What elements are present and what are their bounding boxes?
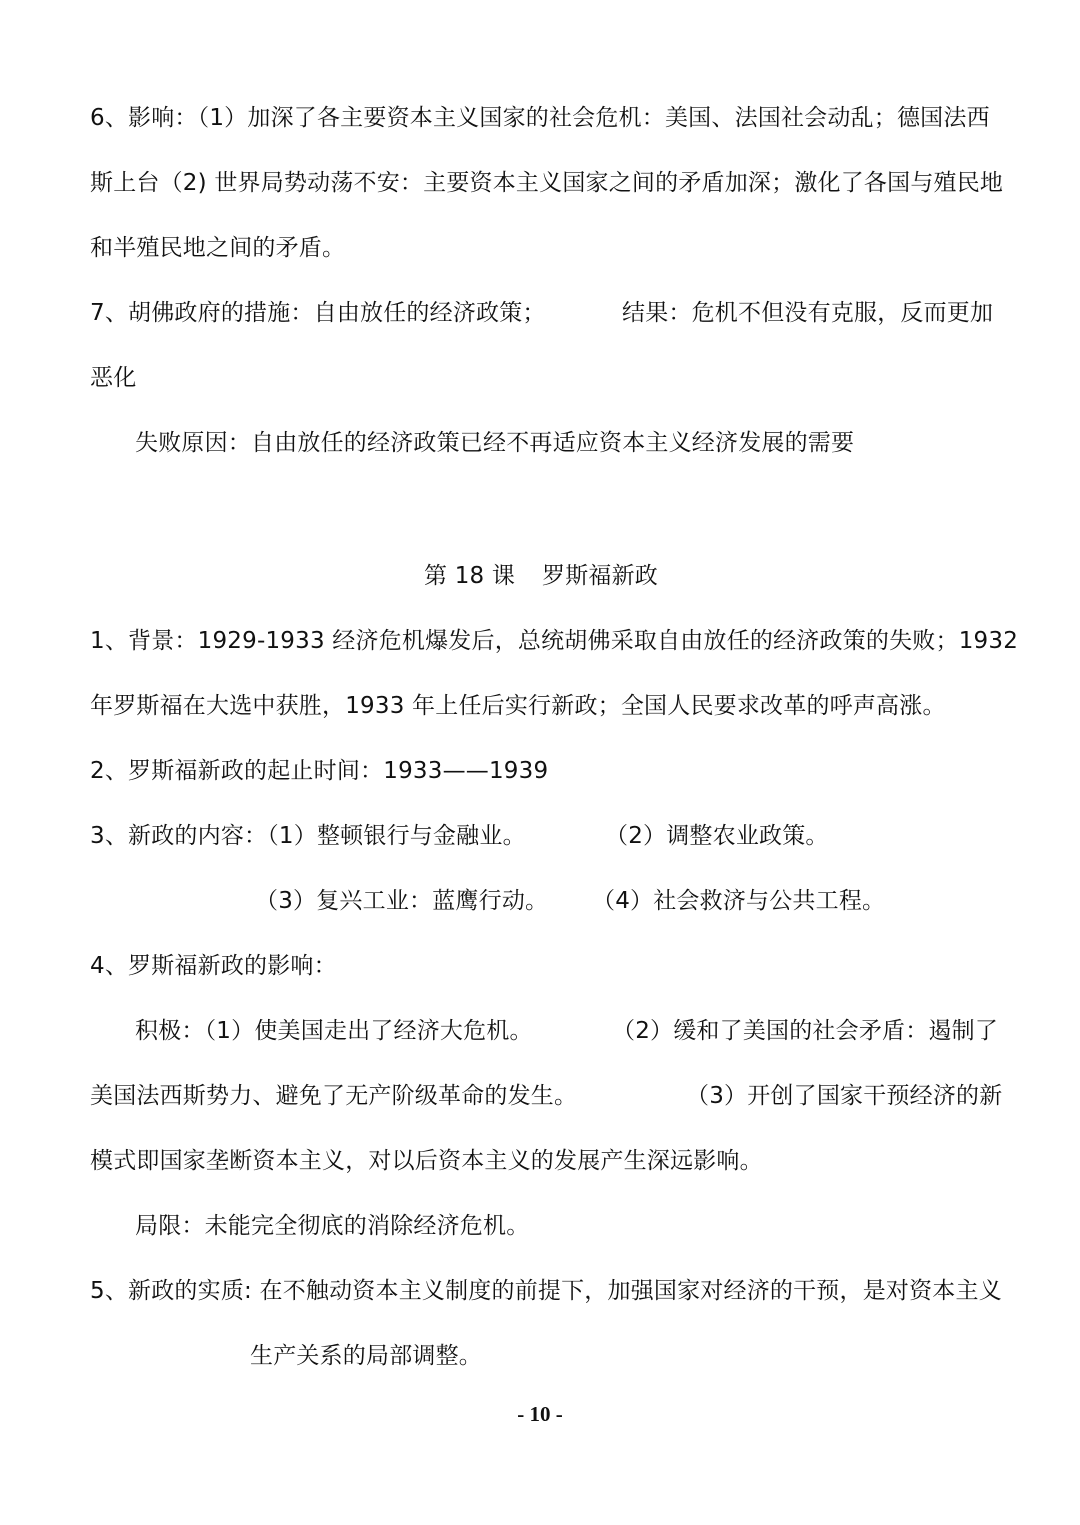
l18-item1-line1: 1、背景：1929-1933 经济危机爆发后，总统胡佛采取自由放任的经济政策的失败；1932	[90, 628, 1019, 654]
s17-item7-result: 结果：危机不但没有克服，反而更加	[622, 300, 994, 326]
page-number: - 10 -	[517, 1402, 563, 1426]
s17-item6-line1: 6、影响：（1）加深了各主要资本主义国家的社会危机：美国、法国社会动乱；德国法西	[90, 105, 990, 131]
l18-item4: 4、罗斯福新政的影响：	[90, 953, 337, 979]
l18-item4-positive-c: 美国法西斯势力、避免了无产阶级革命的发生。	[90, 1083, 578, 1109]
s17-item6-line3: 和半殖民地之间的矛盾。	[90, 235, 346, 261]
l18-item5-line1: 5、新政的实质: 在不触动资本主义制度的前提下，加强国家对经济的干预，是对资本主义	[90, 1278, 1002, 1304]
l18-item3-part3: （3）复兴工业：蓝鹰行动。	[255, 888, 549, 914]
lesson-title-name: 罗斯福新政	[542, 563, 658, 589]
s17-item7-measures: 7、胡佛政府的措施：自由放任的经济政策；	[90, 300, 546, 326]
l18-item3-intro: 3、新政的内容：（1）整顿银行与金融业。	[90, 823, 526, 849]
l18-item4-limit: 局限：未能完全彻底的消除经济危机。	[135, 1213, 530, 1239]
l18-item4-positive-d: （3）开创了国家干预经济的新	[686, 1083, 1003, 1109]
l18-item1-line2: 年罗斯福在大选中获胜，1933 年上任后实行新政；全国人民要求改革的呼声高涨。	[90, 693, 946, 719]
l18-item3-part4: （4）社会救济与公共工程。	[592, 888, 886, 914]
l18-item4-positive-a: 积极：（1）使美国走出了经济大危机。	[135, 1018, 533, 1044]
l18-item5-line2: 生产关系的局部调整。	[250, 1343, 482, 1369]
l18-item4-positive-e: 模式即国家垄断资本主义，对以后资本主义的发展产生深远影响。	[90, 1148, 763, 1174]
l18-item2: 2、罗斯福新政的起止时间：1933——1939	[90, 758, 549, 784]
lesson-title-number: 第 18 课	[424, 563, 516, 589]
l18-item4-positive-b: （2）缓和了美国的社会矛盾：遏制了	[612, 1018, 999, 1044]
s17-item7-result-cont: 恶化	[90, 365, 137, 391]
l18-item3-part2: （2）调整农业政策。	[605, 823, 829, 849]
s17-item7-failure: 失败原因：自由放任的经济政策已经不再适应资本主义经济发展的需要	[135, 430, 855, 456]
s17-item6-line2: 斯上台（2) 世界局势动荡不安：主要资本主义国家之间的矛盾加深；激化了各国与殖民地	[90, 170, 1004, 196]
